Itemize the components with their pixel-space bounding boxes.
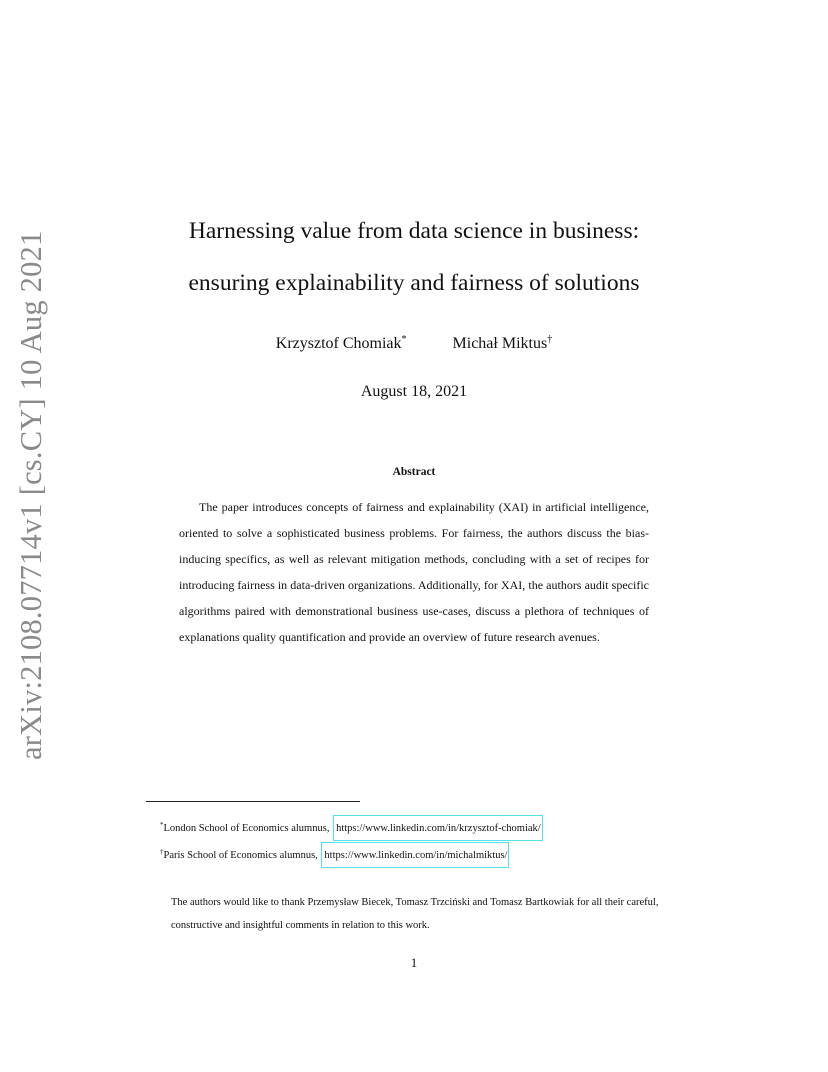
author-list — [0, 333, 828, 355]
paper-title-line-2: ensuring explainability and fairness of solutions — [188, 270, 640, 296]
footnote-1-marker: * — [160, 821, 164, 829]
publication-date: August 18, 2021 — [360, 383, 468, 400]
author-1 — [276, 333, 407, 355]
arxiv-identifier-stamp: arXiv:2108.07714v1 [cs.CY] 10 Aug 2021 — [14, 230, 48, 760]
footnote-1-text: London School of Economics alumnus, — [163, 823, 333, 834]
author-2-footnote-marker[interactable]: † — [547, 334, 553, 345]
acknowledgement-note: The authors would like to thank Przemysław Biecek, Tomasz Trzciński and Tomasz Bartkowiak for all their careful, constructive and insightful comments in relation to this work. — [171, 897, 659, 931]
footnote-2-text: Paris School of Economics alumnus, — [163, 850, 321, 861]
author-2-name: Michał Miktus — [452, 335, 548, 352]
author-1-name: Krzysztof Chomiak — [275, 335, 402, 352]
footnote-1 — [160, 815, 543, 841]
footnote-2 — [160, 842, 509, 868]
author-1-footnote-marker[interactable]: * — [401, 334, 407, 345]
author-2 — [453, 333, 553, 355]
abstract-body: The paper introduces concepts of fairness and explainability (XAI) in artificial intelligence, oriented to solve a sophisticated business problems. For fairness, the authors discuss the bias-inducing specifics, as well as relevant mitigation methods, concluding with a set of recipes for introducing fairness in data-driven organizations. Additionally, for XAI, the authors audit specific algorithms paired with demonstrational business use-cases, discuss a plethora of techniques of explanations quality quantification and provide an overview of future research avenues. — [179, 500, 649, 644]
footnote-2-link[interactable]: https://www.linkedin.com/in/michalmiktus/ — [321, 842, 509, 868]
footnote-2-marker: † — [160, 848, 164, 856]
page-number: 1 — [410, 955, 418, 970]
abstract-heading: Abstract — [392, 466, 436, 478]
paper-title-line-1: Harnessing value from data science in business: — [188, 218, 640, 244]
footnote-divider — [146, 801, 360, 802]
footnote-1-link[interactable]: https://www.linkedin.com/in/krzysztof-chomiak/ — [333, 815, 543, 841]
